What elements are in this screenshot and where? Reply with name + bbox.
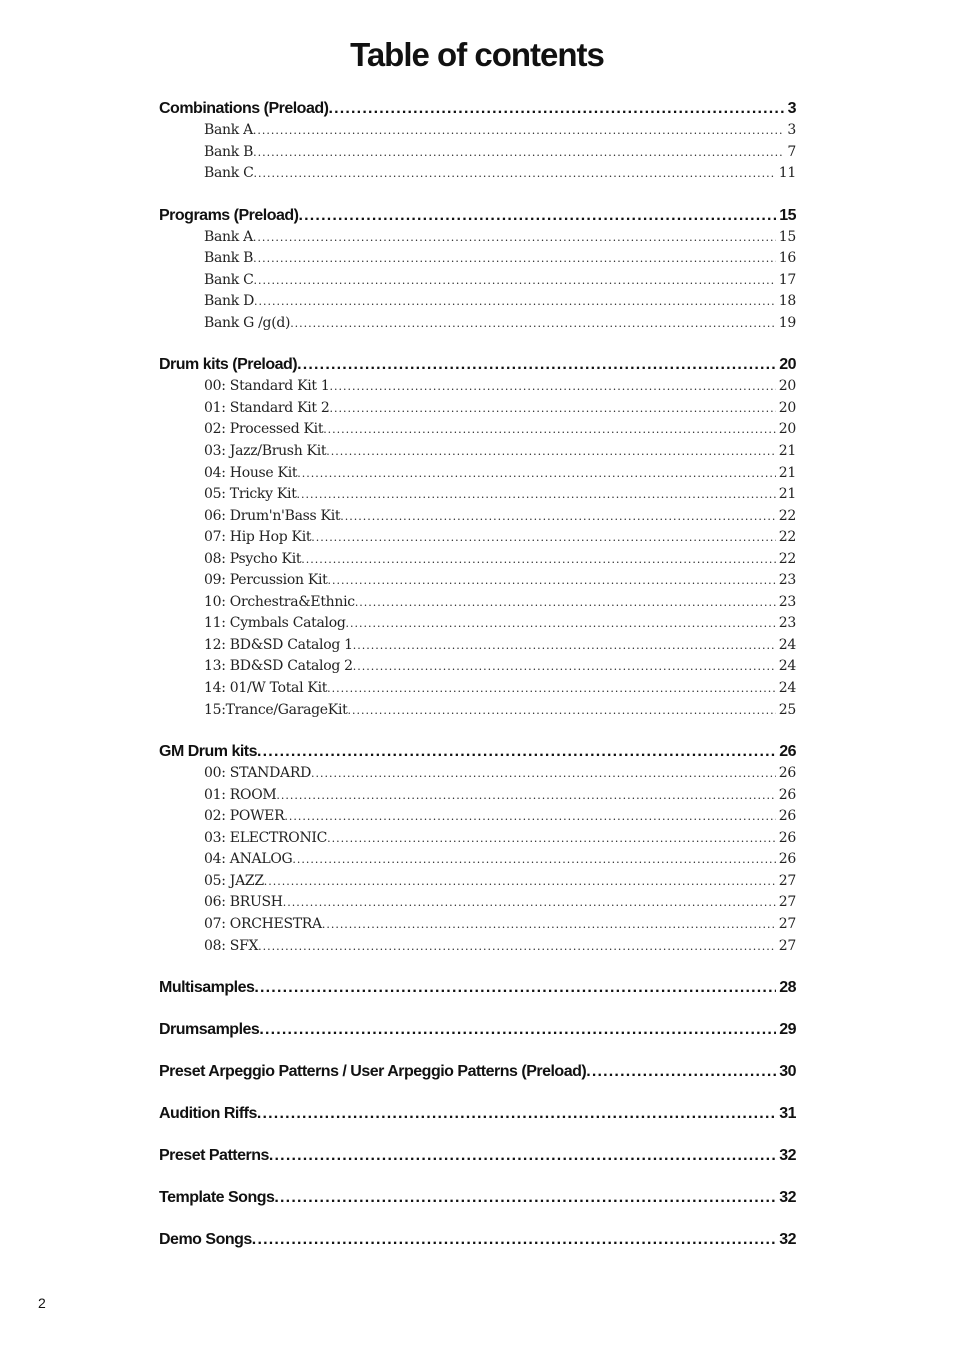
toc-entry[interactable] [159,142,796,164]
toc-entry-page-number: 24 [778,636,796,653]
toc-entry-label: 00: STANDARD [204,765,312,782]
toc-entry-page-number: 20 [778,421,796,438]
toc-entry[interactable] [159,506,796,528]
toc-entry-page-number: 23 [778,593,796,610]
toc-section-heading-page-number: 29 [779,1021,796,1039]
page-title: Table of contents [350,36,604,73]
toc-entry-label: Bank B [204,250,254,267]
toc-section [159,98,796,185]
toc-entry-label: 02: POWER [204,808,285,825]
toc-section-heading[interactable] [159,1061,796,1083]
toc-entry-page-number: 25 [778,701,796,718]
dot-leader [253,120,784,142]
section-spacer [159,334,796,354]
section-spacer [159,1083,796,1103]
toc-section-heading-page-number: 32 [779,1147,796,1165]
dot-leader [297,463,776,485]
toc-entry[interactable] [159,419,796,441]
toc-entry-page-number: 23 [778,615,796,632]
page-number: 2 [38,1295,46,1311]
dot-leader [274,1187,776,1209]
dot-leader [257,1103,776,1125]
toc-entry-page-number: 23 [778,572,796,589]
dot-leader [326,441,776,463]
toc-entry[interactable] [159,376,796,398]
dot-leader [330,376,776,398]
toc-section-heading-label: Drum kits (Preload) [159,356,298,374]
toc-entry-label: 05: JAZZ [204,872,264,889]
dot-leader [292,849,775,871]
toc-section-heading-page-number: 20 [779,356,796,374]
toc-entry[interactable] [159,849,796,871]
dot-leader [297,354,776,376]
toc-entry-label: Bank G /g(d) [204,314,291,331]
toc-entry-label: 15:Trance/GarageKit [204,701,348,718]
section-spacer [159,185,796,205]
toc-entry-label: 03: ELECTRONIC [204,829,328,846]
toc-section-heading-label: Template Songs [159,1189,275,1207]
toc-entry-page-number: 22 [778,550,796,567]
section-spacer [159,957,796,977]
toc-section [159,1229,796,1251]
dot-leader [322,914,776,936]
toc-section-heading[interactable] [159,741,796,763]
toc-entry-label: 06: BRUSH [204,894,283,911]
toc-entry-page-number: 22 [778,507,796,524]
toc-entry-label: 11: Cymbals Catalog [204,615,346,632]
toc-entry-label: 04: ANALOG [204,851,293,868]
dot-leader [353,635,776,657]
dot-leader [327,828,776,850]
dot-leader [301,549,776,571]
dot-leader [311,763,776,785]
toc-section-heading-page-number: 28 [779,979,796,997]
dot-leader [253,142,784,164]
dot-leader [254,977,776,999]
toc-entry[interactable] [159,570,796,592]
toc-entry-page-number: 15 [778,228,796,245]
dot-leader [283,892,776,914]
toc-entry-label: 10: Orchestra&Ethnic [204,593,355,610]
dot-leader [253,248,776,270]
toc-entry[interactable] [159,441,796,463]
dot-leader [276,785,775,807]
dot-leader [258,936,776,958]
toc-entry[interactable] [159,806,796,828]
toc-entry-label: 12: BD&SD Catalog 1 [204,636,353,653]
toc-section-heading-label: Multisamples [159,979,255,997]
dot-leader [264,871,776,893]
toc-entry[interactable] [159,313,796,335]
dot-leader [328,98,784,120]
toc-entry-label: 05: Tricky Kit [204,486,297,503]
toc-entry[interactable] [159,549,796,571]
toc-entry-label: 03: Jazz/Brush Kit [204,443,327,460]
toc-entry[interactable] [159,613,796,635]
toc-entry-page-number: 27 [778,894,796,911]
toc-entry-page-number: 27 [778,937,796,954]
dot-leader [253,227,776,249]
toc-entry-label: 14: 01/W Total Kit [204,680,328,697]
dot-leader [257,741,776,763]
toc-entry-label: Bank C [204,165,254,182]
toc-entry[interactable] [159,291,796,313]
toc-entry-label: 13: BD&SD Catalog 2 [204,658,353,675]
toc-entry[interactable] [159,120,796,142]
toc-entry-page-number: 26 [778,851,796,868]
toc-section-heading-label: Programs (Preload) [159,206,299,224]
toc-entry-page-number: 26 [778,765,796,782]
toc-entry-page-number: 26 [778,786,796,803]
toc-entry-page-number: 19 [778,314,796,331]
toc-entry-label: 08: Psycho Kit [204,550,302,567]
dot-leader [327,678,776,700]
toc-entry-page-number: 27 [778,915,796,932]
toc-section-heading[interactable] [159,1019,796,1041]
toc-entry[interactable] [159,484,796,506]
toc-entry-label: Bank B [204,143,254,160]
dot-leader [290,313,776,335]
toc-section-heading[interactable] [159,205,796,227]
toc-entry-label: 01: Standard Kit 2 [204,399,330,416]
toc-section-heading[interactable] [159,1229,796,1251]
toc-section-heading-label: Preset Patterns [159,1147,269,1165]
toc-section-heading-label: Audition Riffs [159,1105,257,1123]
toc-section-heading-page-number: 3 [787,100,796,117]
section-spacer [159,1125,796,1145]
toc-entry-label: 07: Hip Hop Kit [204,529,312,546]
toc-entry[interactable] [159,635,796,657]
toc-entry-label: 04: House Kit [204,464,298,481]
dot-leader [346,613,776,635]
toc-section-heading[interactable] [159,1103,796,1125]
toc-section-heading-label: Preset Arpeggio Patterns / User Arpeggio Patterns (Preload) [159,1063,587,1081]
toc-entry-page-number: 24 [778,680,796,697]
dot-leader [254,270,776,292]
toc-section [159,354,796,721]
toc-section [159,1103,796,1125]
toc-section [159,977,796,999]
toc-section-heading-label: GM Drum kits [159,743,258,761]
toc-section-heading-label: Drumsamples [159,1021,260,1039]
section-spacer [159,999,796,1019]
dot-leader [254,291,776,313]
toc-entry-page-number: 27 [778,872,796,889]
toc-entry-page-number: 17 [778,271,796,288]
table-of-contents [159,98,796,1251]
toc-section [159,741,796,957]
toc-entry[interactable] [159,656,796,678]
toc-entry[interactable] [159,463,796,485]
toc-entry-page-number: 24 [778,658,796,675]
toc-entry-page-number: 3 [787,122,796,138]
toc-entry[interactable] [159,592,796,614]
toc-entry-page-number: 26 [778,808,796,825]
toc-entry[interactable] [159,763,796,785]
dot-leader [355,592,776,614]
toc-section [159,1019,796,1041]
toc-entry-label: 02: Processed Kit [204,421,324,438]
dot-leader [330,398,776,420]
dot-leader [328,570,776,592]
toc-section-heading[interactable] [159,1187,796,1209]
toc-section-heading-page-number: 15 [779,206,796,224]
toc-entry[interactable] [159,936,796,958]
toc-section [159,1187,796,1209]
toc-section-heading[interactable] [159,977,796,999]
dot-leader [586,1061,776,1083]
dot-leader [252,1229,776,1251]
dot-leader [347,700,775,722]
toc-entry-label: Bank C [204,271,254,288]
toc-entry[interactable] [159,270,796,292]
toc-section-heading-page-number: 31 [779,1105,796,1123]
dot-leader [284,806,775,828]
toc-section-heading-page-number: 32 [779,1231,796,1249]
toc-entry-label: Bank A [204,228,253,245]
toc-section [159,1061,796,1083]
toc-entry[interactable] [159,828,796,850]
toc-entry-label: Bank A [204,122,253,138]
toc-entry-page-number: 21 [778,486,796,503]
section-spacer [159,721,796,741]
toc-entry[interactable] [159,398,796,420]
dot-leader [259,1019,776,1041]
toc-entry-label: 00: Standard Kit 1 [204,378,330,395]
toc-entry-label: Bank D [204,293,255,310]
toc-section-heading-page-number: 32 [779,1189,796,1207]
dot-leader [269,1145,776,1167]
toc-entry-page-number: 7 [787,143,796,160]
toc-section-heading[interactable] [159,98,796,120]
dot-leader [311,527,776,549]
section-spacer [159,1209,796,1229]
dot-leader [340,506,776,528]
toc-entry-page-number: 26 [778,829,796,846]
toc-entry-page-number: 20 [778,399,796,416]
section-spacer [159,1167,796,1187]
toc-entry-page-number: 16 [778,250,796,267]
toc-section-heading[interactable] [159,354,796,376]
section-spacer [159,1041,796,1061]
toc-entry-label: 07: ORCHESTRA [204,915,322,932]
toc-entry[interactable] [159,527,796,549]
dot-leader [298,205,776,227]
toc-entry-page-number: 22 [778,529,796,546]
toc-entry[interactable] [159,785,796,807]
dot-leader [297,484,776,506]
toc-entry[interactable] [159,871,796,893]
toc-entry[interactable] [159,163,796,185]
toc-entry-label: 09: Percussion Kit [204,572,328,589]
toc-entry-page-number: 20 [778,378,796,395]
dot-leader [254,163,776,185]
toc-entry-label: 08: SFX [204,937,259,954]
toc-section-heading-label: Combinations (Preload) [159,100,329,117]
toc-entry[interactable] [159,248,796,270]
toc-entry-page-number: 21 [778,443,796,460]
toc-entry[interactable] [159,914,796,936]
toc-section-heading[interactable] [159,1145,796,1167]
toc-section-heading-page-number: 30 [779,1063,796,1081]
toc-entry[interactable] [159,700,796,722]
toc-section-heading-page-number: 26 [779,743,796,761]
toc-entry[interactable] [159,892,796,914]
toc-entry[interactable] [159,227,796,249]
toc-entry[interactable] [159,678,796,700]
toc-entry-label: 06: Drum'n'Bass Kit [204,507,341,524]
toc-entry-label: 01: ROOM [204,786,277,803]
toc-entry-page-number: 18 [778,293,796,310]
toc-section [159,205,796,335]
toc-section-heading-label: Demo Songs [159,1231,252,1249]
toc-section [159,1145,796,1167]
dot-leader [323,419,776,441]
toc-entry-page-number: 21 [778,464,796,481]
toc-entry-page-number: 11 [778,165,796,182]
dot-leader [353,656,776,678]
